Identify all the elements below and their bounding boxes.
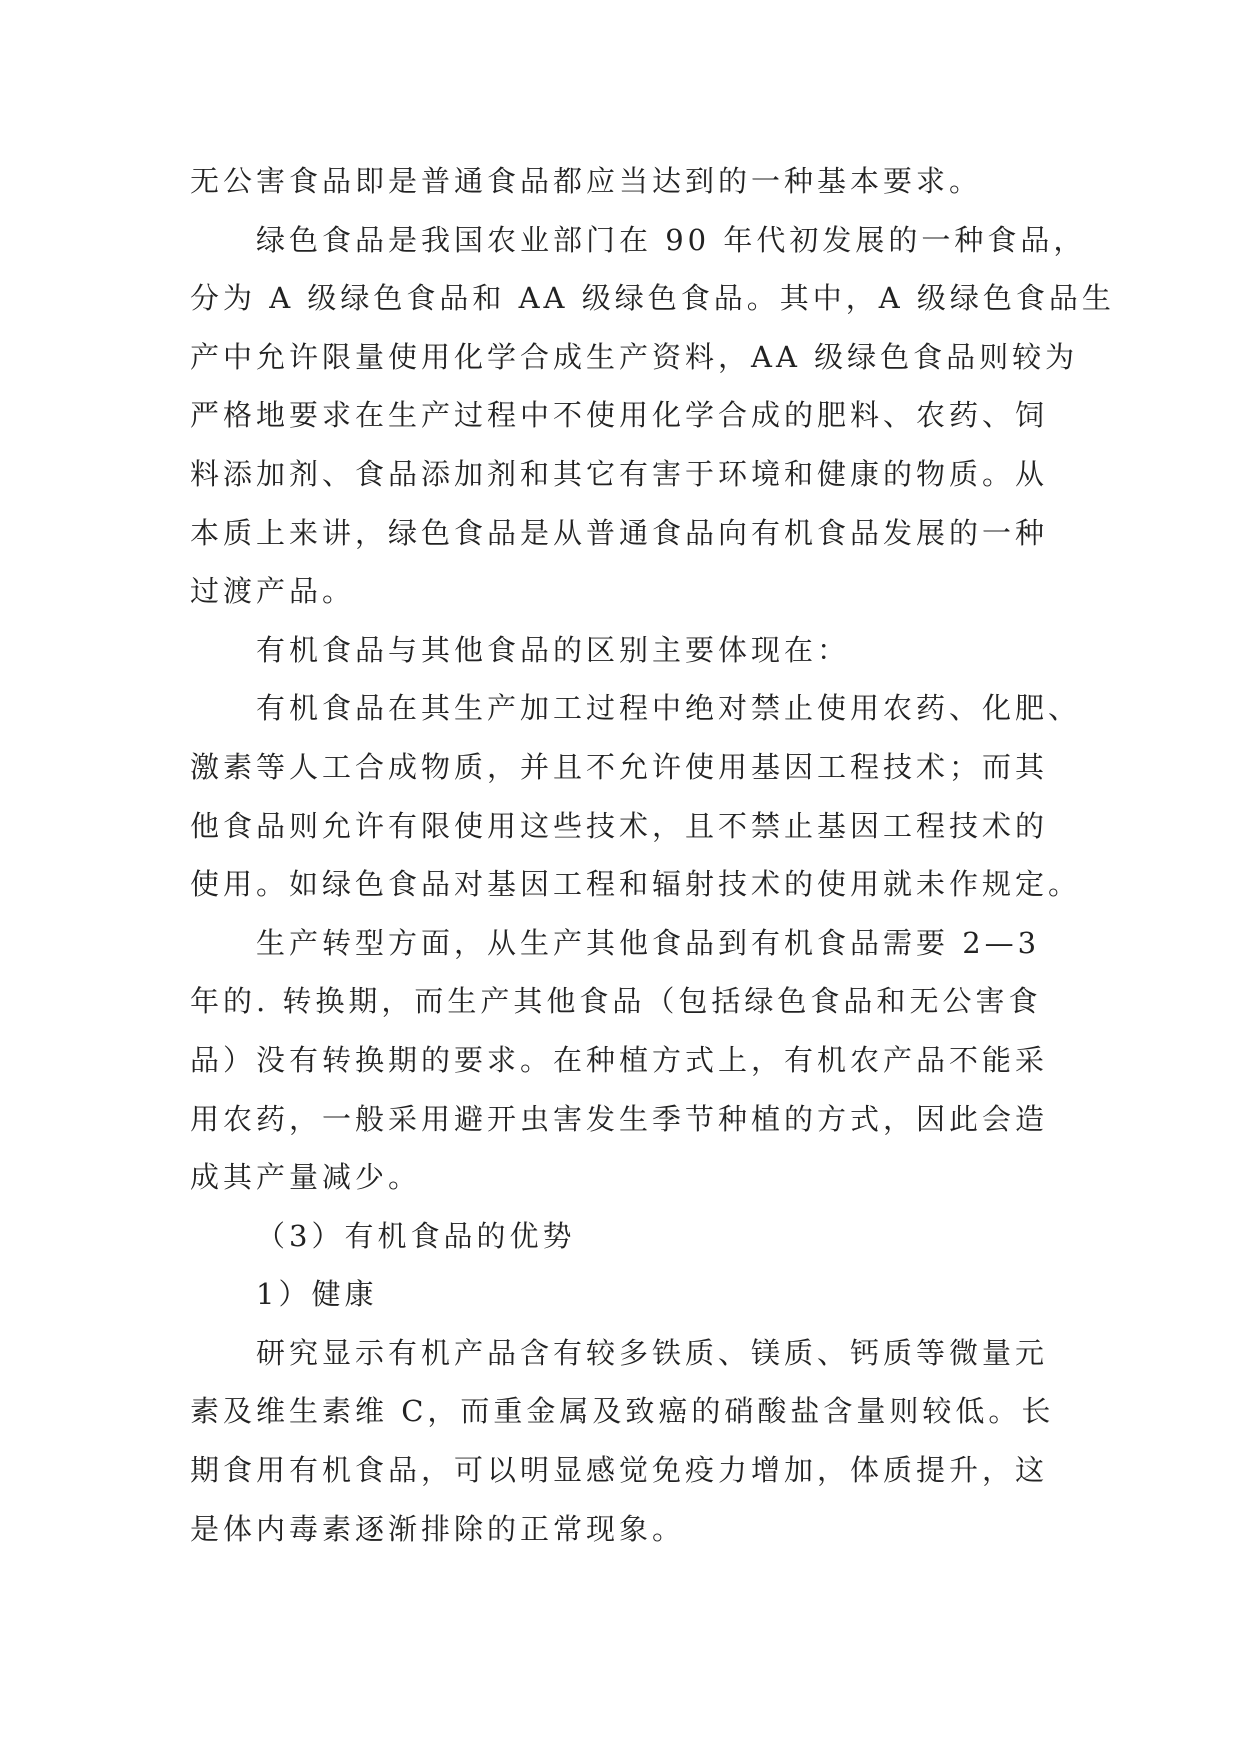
text-line-17: 成其产量减少。 bbox=[190, 1160, 422, 1195]
text-line-13: 生产转型方面，从生产其他食品到有机食品需要 2—3 bbox=[256, 925, 1041, 960]
text-line-20: 研究显示有机产品含有较多铁质、镁质、钙质等微量元 bbox=[256, 1335, 1049, 1370]
text-line-1: 绿色食品是我国农业部门在 90 年代初发展的一种食品， bbox=[256, 222, 1087, 257]
text-line-2: 分为 A 级绿色食品和 AA 级绿色食品。其中，A 级绿色食品生 bbox=[190, 281, 1115, 316]
text-line-9: 有机食品在其生产加工过程中绝对禁止使用农药、化肥、 bbox=[256, 691, 1082, 726]
text-line-8: 有机食品与其他食品的区别主要体现在： bbox=[256, 632, 851, 667]
text-line-11: 他食品则允许有限使用这些技术，且不禁止基因工程技术的 bbox=[190, 808, 1049, 843]
text-line-16: 用农药，一般采用避开虫害发生季节种植的方式，因此会造 bbox=[190, 1101, 1049, 1136]
body-text bbox=[190, 152, 1115, 1558]
text-line-15: 品）没有转换期的要求。在种植方式上，有机农产品不能采 bbox=[190, 1042, 1049, 1077]
text-line-5: 料添加剂、食品添加剂和其它有害于环境和健康的物质。从 bbox=[190, 456, 1049, 491]
text-line-23: 是体内毒素逐渐排除的正常现象。 bbox=[190, 1511, 686, 1546]
text-line-21: 素及维生素维 C，而重金属及致癌的硝酸盐含量则较低。长 bbox=[190, 1394, 1055, 1429]
section-heading: （3）有机食品的优势 bbox=[256, 1218, 576, 1253]
text-line-6: 本质上来讲，绿色食品是从普通食品向有机食品发展的一种 bbox=[190, 515, 1049, 550]
text-line-12: 使用。如绿色食品对基因工程和辐射技术的使用就未作规定。 bbox=[190, 867, 1082, 902]
text-line-0: 无公害食品即是普通食品都应当达到的一种基本要求。 bbox=[190, 164, 983, 198]
text-line-4: 严格地要求在生产过程中不使用化学合成的肥料、农药、饲 bbox=[190, 398, 1049, 433]
text-line-22: 期食用有机食品，可以明显感觉免疫力增加，体质提升，这 bbox=[190, 1453, 1049, 1488]
text-line-3: 产中允许限量使用化学合成生产资料，AA 级绿色食品则较为 bbox=[190, 339, 1079, 374]
text-line-14: 年的. 转换期，而生产其他食品（包括绿色食品和无公害食 bbox=[190, 984, 1042, 1019]
text-line-10: 激素等人工合成物质，并且不允许使用基因工程技术；而其 bbox=[190, 749, 1049, 784]
text-line-7: 过渡产品。 bbox=[190, 574, 356, 609]
subsection-heading: 1）健康 bbox=[256, 1277, 378, 1312]
